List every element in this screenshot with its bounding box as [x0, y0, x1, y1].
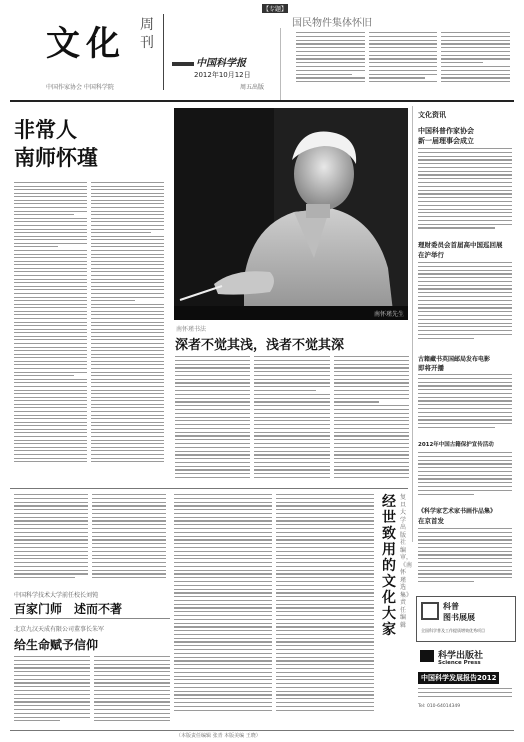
- sidebar-item3-title: 古籍藏书英国邮局发布电影: [418, 356, 491, 363]
- page-tag: 【专题】: [263, 6, 288, 13]
- vertical-kicker: 复旦大学出版社编审，《南怀瑾选集》责任编辑: [400, 494, 413, 629]
- paper-name: 中国科学报: [196, 58, 246, 69]
- main-headline-line1: 非常人: [14, 117, 77, 142]
- bottom-headline1: 百家门师 述而不著: [14, 602, 123, 616]
- middle-rule: [10, 488, 408, 489]
- bottom-headline2: 给生命赋予信仰: [14, 638, 99, 652]
- bottom-middle-body: [174, 494, 374, 730]
- ad1-line1: 科普: [443, 602, 459, 611]
- ad-science-press: [416, 644, 514, 712]
- ad2-report: 中国科学发展报告2012: [418, 672, 499, 684]
- masthead-text: [296, 32, 510, 92]
- bottom-kicker2: 北京九汉天成有限公司董事长朱军: [14, 626, 105, 633]
- sidebar-item5-sub: 在京首发: [418, 517, 444, 525]
- logo-seal: [172, 62, 194, 66]
- masthead-small-label: 中国作家协会 中国科学院: [46, 84, 114, 91]
- quote-title: 深者不觉其浅，浅者不觉其深: [175, 338, 345, 353]
- banner-label: 南怀瑾书法: [176, 326, 207, 333]
- photo-caption: 南怀瑾先生: [373, 311, 404, 318]
- sidebar-item5-title: 《科学家艺术家书画作品集》: [418, 508, 497, 515]
- page-headline: 国民物件集体怀旧: [292, 18, 372, 29]
- ad2-contact: Tel: 010-64014349: [418, 704, 461, 709]
- sidebar-item2-sub: 在沪举行: [418, 251, 444, 259]
- issue-weekday: 周五出版: [240, 84, 265, 91]
- masthead: [0, 0, 524, 100]
- vertical-title: 经世致用的文化大家: [382, 494, 396, 638]
- masthead-rule: [10, 100, 514, 102]
- quote-body: [175, 356, 409, 486]
- issue-date: 2012年10月12日: [194, 71, 251, 79]
- portrait-figure: [174, 108, 408, 320]
- ad2-en: Science Press: [438, 660, 481, 666]
- bottom-kicker1: 中国科学技术大学前任校长刘钝: [14, 592, 99, 599]
- bottom-left-body2: [14, 656, 170, 730]
- section-subtitle: 周刊: [140, 17, 154, 51]
- main-headline-line2: 南师怀瑾: [14, 145, 98, 170]
- ad2-name: 科学出版社: [438, 651, 484, 661]
- science-press-logo-icon: [420, 650, 434, 662]
- portrait-photo: [174, 108, 408, 320]
- sidebar-item1-title: 中国科普作家协会: [418, 127, 474, 135]
- ad1-logo-icon: [421, 602, 439, 620]
- ad1-text: 全国科学普及工作提质增效优秀项目: [421, 628, 485, 633]
- sidebar-item4-title: 2012年中国古籍保护宣传活动: [418, 442, 494, 448]
- footer-credit: （本版责任编辑 张青 本版美编 王晓）: [176, 733, 261, 739]
- sidebar-item2-title: 理财委员会首届高中国巡回展: [418, 241, 503, 249]
- sidebar-item1-sub: 新一届理事会成立: [418, 137, 474, 145]
- ad-science-book-fair: [416, 596, 516, 642]
- ad1-line2: 图书展展: [443, 613, 475, 622]
- sidebar-item3-sub: 即将开播: [418, 364, 444, 372]
- masthead-divider: [163, 14, 164, 90]
- sidebar-column-name: 文化资讯: [418, 111, 446, 119]
- footer-rule: [10, 730, 514, 731]
- main-story-body-left: [14, 182, 164, 462]
- bottom-left-body: [14, 494, 166, 586]
- section-title: 文化: [46, 24, 126, 64]
